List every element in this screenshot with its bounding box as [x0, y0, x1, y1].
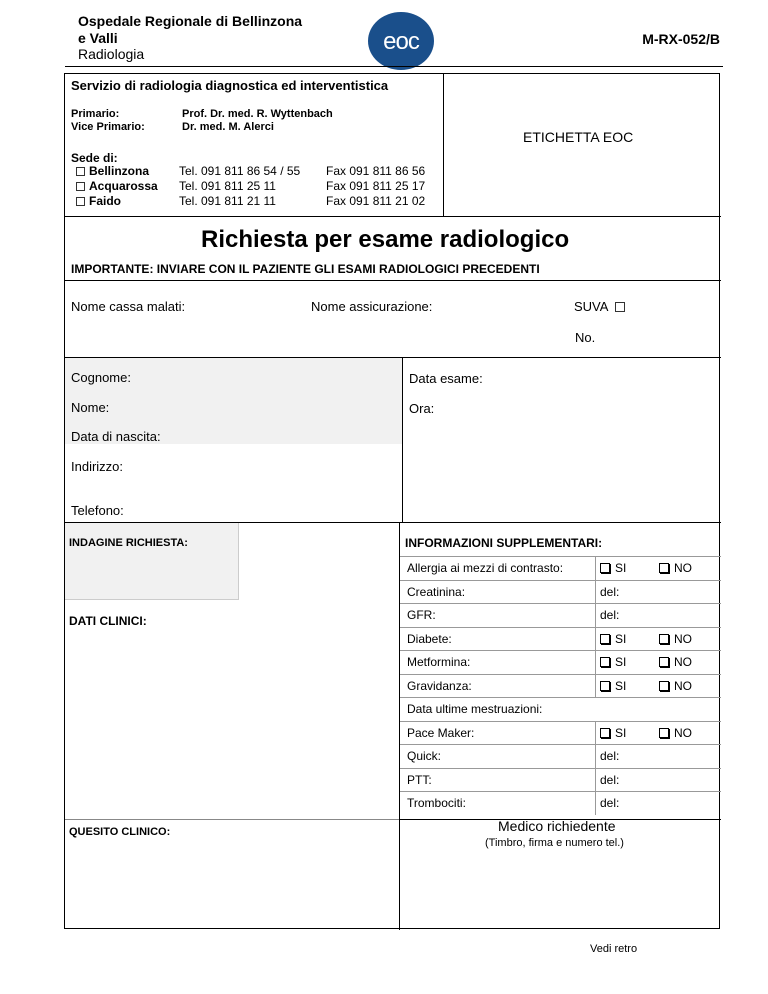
tel-bellinzona: Tel. 091 811 86 54 / 55: [179, 164, 301, 178]
form-title: Richiesta per esame radiologico: [201, 226, 570, 253]
dati-clinici-title: DATI CLINICI:: [69, 614, 147, 628]
option-no[interactable]: NO: [659, 726, 692, 740]
info-row-separator: [400, 603, 721, 604]
checkbox-no[interactable]: [659, 563, 669, 573]
info-row-separator: [400, 744, 721, 745]
info-row-column-divider: [595, 721, 596, 745]
fax-acquarossa: Fax 091 811 25 17: [326, 179, 426, 193]
info-row-separator: [400, 627, 721, 628]
important-note: IMPORTANTE: INVIARE CON IL PAZIENTE GLI ESAMI RADIOLOGICI PRECEDENTI: [71, 262, 540, 276]
indagine-shade-bottom: [65, 599, 239, 600]
assicurazione-label: Nome assicurazione:: [311, 299, 433, 314]
info-row-label: Pace Maker:: [407, 725, 475, 740]
document-code: M-RX-052/B: [642, 31, 720, 47]
info-row-column-divider: [595, 791, 596, 815]
divider-title: [65, 280, 721, 281]
checkbox-no[interactable]: [659, 681, 669, 691]
suva-checkbox[interactable]: [615, 302, 625, 312]
tel-acquarossa: Tel. 091 811 25 11: [179, 179, 276, 193]
info-row-date-label: del:: [600, 584, 620, 599]
info-row-label: Quick:: [407, 749, 442, 763]
option-no[interactable]: NO: [659, 632, 692, 646]
info-row-separator: [400, 791, 721, 792]
divider-quesito: [65, 819, 401, 820]
info-row-separator: [400, 768, 721, 769]
info-divider-vertical: [399, 523, 400, 819]
checkbox-si[interactable]: [600, 728, 610, 738]
sede-bellinzona-checkbox[interactable]: [76, 167, 85, 176]
option-no[interactable]: NO: [659, 679, 692, 693]
info-row-separator: [400, 556, 721, 557]
info-row-column-divider: [595, 580, 596, 604]
sede-label: Sede di:: [71, 151, 118, 165]
sede-faido-checkbox[interactable]: [76, 197, 85, 206]
ora-label: Ora:: [409, 401, 435, 416]
info-row-label: Gravidanza:: [407, 678, 472, 693]
checkbox-si[interactable]: [600, 563, 610, 573]
quesito-clinico-title: QUESITO CLINICO:: [69, 826, 171, 838]
vice-primario-label: Vice Primario:: [71, 121, 145, 133]
primario-value: Prof. Dr. med. R. Wyttenbach: [182, 108, 333, 120]
patient-divider-vertical: [402, 358, 403, 522]
option-si[interactable]: SI: [600, 679, 626, 693]
sede-faido[interactable]: Faido: [76, 194, 121, 208]
info-row-label: PTT:: [407, 772, 432, 787]
nome-label: Nome:: [71, 400, 110, 415]
info-row-column-divider: [595, 650, 596, 674]
info-row-label: Trombociti:: [407, 796, 466, 810]
option-si[interactable]: SI: [600, 726, 626, 740]
option-si[interactable]: SI: [600, 561, 626, 575]
info-row-date-label: del:: [600, 772, 620, 787]
indirizzo-label: Indirizzo:: [71, 459, 124, 474]
tel-faido: Tel. 091 811 21 11: [179, 194, 276, 208]
hospital-name-line1: Ospedale Regionale di Bellinzona: [78, 13, 303, 29]
request-form: [64, 73, 720, 929]
checkbox-si[interactable]: [600, 657, 610, 667]
data-nascita-label: Data di nascita:: [71, 429, 161, 444]
info-row-separator: [400, 674, 721, 675]
info-row-column-divider: [595, 556, 596, 580]
medico-richiedente-subtitle: (Timbro, firma e numero tel.): [485, 837, 624, 849]
info-row-label: Data ultime mestruazioni:: [407, 702, 543, 716]
info-row-date-label: del:: [600, 796, 620, 810]
sede-acquarossa-checkbox[interactable]: [76, 182, 85, 191]
option-no[interactable]: NO: [659, 561, 692, 575]
sede-acquarossa[interactable]: Acquarossa: [76, 179, 158, 193]
header-divider: [65, 66, 723, 67]
info-row-column-divider: [595, 744, 596, 768]
department-name: Radiologia: [78, 46, 145, 62]
info-row-column-divider: [595, 603, 596, 627]
info-row-label: GFR:: [407, 608, 436, 622]
divider-service: [65, 216, 721, 217]
info-row-label: Allergia ai mezzi di contrasto:: [407, 561, 564, 575]
label-box-divider: [443, 74, 444, 216]
cassa-malati-label: Nome cassa malati:: [71, 299, 186, 314]
sede-bellinzona[interactable]: Bellinzona: [76, 164, 149, 178]
option-si[interactable]: SI: [600, 655, 626, 669]
informazioni-supplementari-title: INFORMAZIONI SUPPLEMENTARI:: [405, 536, 603, 550]
checkbox-si[interactable]: [600, 634, 610, 644]
medico-richiedente-title: Medico richiedente: [498, 818, 616, 834]
label-box-text: ETICHETTA EOC: [523, 129, 634, 145]
info-row-column-divider: [595, 674, 596, 698]
info-row-label: Metformina:: [407, 655, 471, 669]
option-no[interactable]: NO: [659, 655, 692, 669]
fax-faido: Fax 091 811 21 02: [326, 194, 426, 208]
hospital-name-line2: e Valli: [78, 30, 118, 46]
indagine-richiesta-title: INDAGINE RICHIESTA:: [69, 537, 188, 549]
info-row-label: Diabete:: [407, 631, 452, 646]
info-row-separator: [400, 697, 721, 698]
data-esame-label: Data esame:: [409, 371, 483, 386]
service-title: Servizio di radiologia diagnostica ed interventistica: [71, 78, 389, 93]
cognome-label: Cognome:: [71, 370, 131, 385]
vice-primario-value: Dr. med. M. Alerci: [182, 121, 274, 133]
telefono-label: Telefono:: [71, 503, 124, 518]
checkbox-no[interactable]: [659, 657, 669, 667]
checkbox-no[interactable]: [659, 728, 669, 738]
info-row-label: Creatinina:: [407, 584, 466, 599]
eoc-logo: [368, 12, 434, 70]
suva-option[interactable]: SUVA: [574, 299, 629, 314]
info-row-separator: [400, 721, 721, 722]
info-row-separator: [400, 580, 721, 581]
indagine-shade: [65, 523, 238, 599]
info-row-separator: [400, 650, 721, 651]
no-label: No.: [575, 330, 596, 345]
option-si[interactable]: SI: [600, 632, 626, 646]
info-row-date-label: del:: [600, 749, 620, 763]
doctor-divider-vertical: [399, 819, 400, 930]
info-row-column-divider: [595, 627, 596, 651]
indagine-shade-edge: [238, 523, 239, 599]
checkbox-si[interactable]: [600, 681, 610, 691]
primario-label: Primario:: [71, 108, 120, 120]
vedi-retro: Vedi retro: [590, 943, 638, 955]
info-row-column-divider: [595, 768, 596, 792]
info-row-date-label: del:: [600, 608, 620, 622]
checkbox-no[interactable]: [659, 634, 669, 644]
fax-bellinzona: Fax 091 811 86 56: [326, 164, 426, 178]
eoc-logo-text: eoc: [383, 28, 419, 55]
